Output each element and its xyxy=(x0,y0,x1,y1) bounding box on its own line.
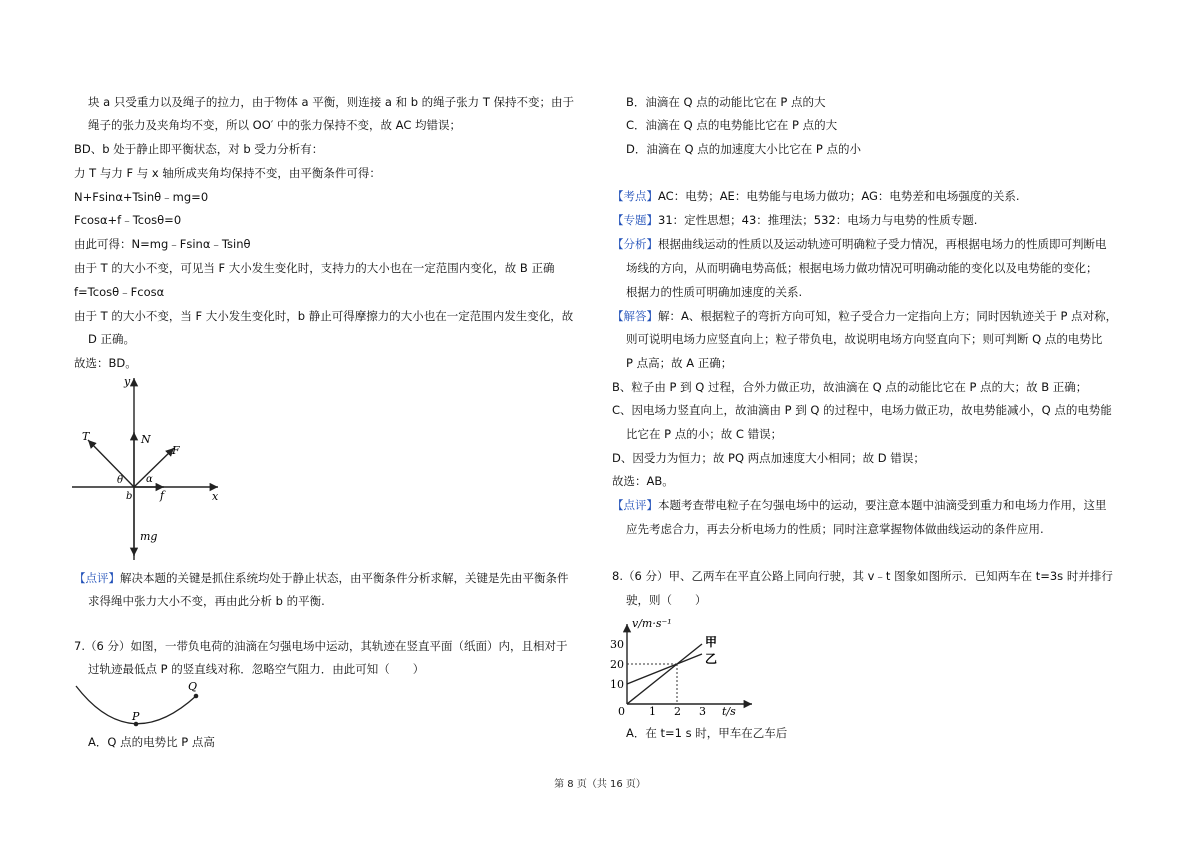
question-8-stem: 8.（6 分）甲、乙两车在平直公路上同向行驶，其 v﹣t 图象如图所示．已知两车在 t=3s 时并排行 xyxy=(612,569,1113,583)
label-x: x xyxy=(212,490,219,503)
option-B: B．油滴在 Q 点的动能比它在 P 点的大 xyxy=(626,95,826,109)
label-theta: θ xyxy=(117,475,124,486)
equation-line: N+Fsinα+Tsinθ﹣mg=0 xyxy=(74,190,209,204)
zhuanti-line: 【专题】31：定性思想；43：推理法；532：电场力与电势的性质专题. xyxy=(612,213,978,227)
t-axis-label: t/s xyxy=(722,705,736,718)
jieda-line: 比它在 P 点的小；故 C 错误； xyxy=(626,427,783,441)
text-line: 绳子的张力及夹角均不变，所以 OO′ 中的张力保持不变，故 AC 均错误； xyxy=(88,118,462,132)
y-tick-label: 10 xyxy=(610,678,624,691)
vt-graph xyxy=(604,614,764,718)
tension-arrow xyxy=(88,440,134,487)
label-P: P xyxy=(132,710,140,723)
dianping-line: 【点评】本题考查带电粒子在匀强电场中的运动，要注意本题中油滴受到重力和电场力作用，这里 xyxy=(612,498,1107,512)
label-Q: Q xyxy=(188,680,198,693)
text-line: 块 a 只受重力以及绳子的拉力，由于物体 a 平衡，则连接 a 和 b 的绳子张力 T 保持不变；由于 xyxy=(88,95,575,109)
question-7-stem: 过轨迹最低点 P 的竖直线对称．忽略空气阻力．由此可知（ ） xyxy=(88,662,425,676)
page-footer: 第 8 页（共 16 页） xyxy=(554,779,646,790)
comment-tag: 【点评】 xyxy=(74,571,120,585)
y-tick-label: 20 xyxy=(610,658,624,671)
jieda-line: 则可说明电场力应竖直向上；粒子带负电，故说明电场方向竖直向下；则可判断 Q 点的电势比 xyxy=(626,332,1103,346)
label-f: f xyxy=(160,489,165,502)
option-A: A．在 t=1 s 时，甲车在乙车后 xyxy=(626,726,788,740)
force-f-arrow xyxy=(134,448,174,487)
comment-line: 【点评】解决本题的关键是抓住系统均处于静止状态，由平衡条件分析求解，关键是先由平衡条件 xyxy=(74,571,569,585)
question-8-stem: 驶，则（ ） xyxy=(626,593,707,607)
text-line: 由于 T 的大小不变，可见当 F 大小发生变化时，支持力的大小也在一定范围内变化，故 B 正确 xyxy=(74,261,555,275)
label-F: F xyxy=(172,444,180,457)
comment-line: 求得绳中张力大小不变，再由此分析 b 的平衡. xyxy=(88,594,325,608)
label-jia: 甲 xyxy=(705,635,718,649)
option-C: C．油滴在 Q 点的电势能比它在 P 点的大 xyxy=(626,118,838,132)
v-axis-label: v/m·s⁻¹ xyxy=(632,617,672,630)
text-line: 由于 T 的大小不变，当 F 大小发生变化时，b 静止可得摩擦力的大小也在一定范围内发生变化，故 xyxy=(74,309,574,323)
label-b: b xyxy=(126,491,133,502)
jieda-line: P 点高；故 A 正确； xyxy=(626,356,733,370)
oil-drop-trajectory xyxy=(70,678,220,734)
option-D: D．油滴在 Q 点的加速度大小比它在 P 点的小 xyxy=(626,142,861,156)
fenxi-line: 根据力的性质可明确加速度的关系. xyxy=(626,285,803,299)
x-tick-label: 1 xyxy=(649,705,656,718)
jieda-line: 【解答】解：A、根据粒子的弯折方向可知，粒子受合力一定指向上方；同时因轨迹关于 P 点对称， xyxy=(612,309,1118,323)
text-line: D 正确。 xyxy=(88,332,136,346)
label-alpha: α xyxy=(146,474,153,485)
kaodian-line: 【考点】AC：电势；AE：电势能与电场力做功；AG：电势差和电场强度的关系. xyxy=(612,189,1020,203)
point-Q xyxy=(194,694,199,699)
text-line: BD、b 处于静止即平衡状态，对 b 受力分析有： xyxy=(74,142,324,156)
text-line: 力 T 与力 F 与 x 轴所成夹角均保持不变，由平衡条件可得： xyxy=(74,166,381,180)
line-yi xyxy=(627,654,702,684)
fenxi-line: 【分析】根据曲线运动的性质以及运动轨迹可明确粒子受力情况，再根据电场力的性质即可判断电 xyxy=(612,237,1107,251)
jieda-line: B、粒子由 P 到 Q 过程，合外力做正功，故油滴在 Q 点的动能比它在 P 点的大；故 B 正确； xyxy=(612,380,1088,394)
option-A: A．Q 点的电势比 P 点高 xyxy=(88,735,215,749)
line-jia xyxy=(627,644,702,704)
label-y: y xyxy=(124,375,131,388)
x-tick-label: 3 xyxy=(699,705,706,718)
y-tick-label: 30 xyxy=(610,638,624,651)
label-N: N xyxy=(141,433,151,446)
dianping-line: 应先考虑合力，再去分析电场力的性质；同时注意掌握物体做曲线运动的条件应用. xyxy=(626,522,1044,536)
jieda-line: C、因电场力竖直向上，故油滴由 P 到 Q 的过程中，电场力做正功，故电势能减小，Q 点的电势能 xyxy=(612,403,1112,417)
equation-line: f=Tcosθ﹣Fcosα xyxy=(74,285,165,299)
text-line: 故选：BD。 xyxy=(74,356,137,370)
label-mg: mg xyxy=(140,530,158,543)
label-T: T xyxy=(82,430,90,443)
force-diagram xyxy=(60,370,240,570)
jieda-line: 故选：AB。 xyxy=(612,474,674,488)
fenxi-line: 场线的方向，从而明确电势高低；根据电场力做功情况可明确动能的变化以及电势能的变化； xyxy=(626,261,1098,275)
question-7-stem: 7.（6 分）如图，一带负电荷的油滴在匀强电场中运动，其轨迹在竖直平面（纸面）内，且相对于 xyxy=(74,639,568,653)
equation-line: 由此可得：N=mg﹣Fsinα﹣Tsinθ xyxy=(74,237,251,251)
equation-line: Fcosα+f﹣Tcosθ=0 xyxy=(74,213,182,227)
label-yi: 乙 xyxy=(705,652,718,666)
x-tick-label: 2 xyxy=(674,705,681,718)
jieda-line: D、因受力为恒力；故 PQ 两点加速度大小相同；故 D 错误； xyxy=(612,451,925,465)
origin-label: 0 xyxy=(618,705,625,718)
